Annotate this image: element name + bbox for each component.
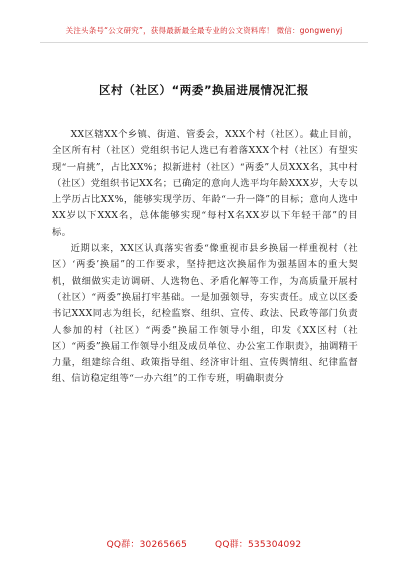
header-notice: 关注头条号“公文研究”，获得最新最全最专业的公文资料库！ 微信：gongwenyj: [65, 26, 343, 35]
body-paragraph-2: 近期以来，XX区认真落实省委“像重视市县乡换届一样重视村（社区）‘两委’换届”的工作要求，坚持把这次换届作为强基固本的重大契机，做细做实走访调研、人选物色、矛盾化解等工作，为高质量开展村（社区）“两委”换届打牢基础。一是加强领导，夯实责任。成立以区委书记XXX同志为组长，纪检监察、组织、宣传、政法、民政等部门负责人参加的村（社区）“两委”换届工作领导小组，印发《XX区村（社区）“两委”换届工作领导小组及成员单位、办公室工作职责》，抽调精干力量，组建综合组、政策指导组、经济审计组、宣传舆情组、纪律监督组、信访稳定组等“一办六组”的工作专班，明确职责分: [52, 243, 358, 385]
header-divider: [40, 42, 368, 43]
document-body: [52, 127, 358, 388]
footer-qq-group-1: QQ群：30265665: [106, 540, 188, 550]
footer-contact: [0, 537, 408, 550]
footer-qq-group-2: QQ群：535304092: [215, 540, 302, 550]
body-paragraph-1: XX区辖XX个乡镇、街道、管委会，XXX个村（社区）。截止目前，全区所有村（社区）党组织书记人选已有着落XXX个村（社区）有望实现“一肩挑”，占比XX%；拟新进村（社区）“两委”人员XXX名，其中村（社区）党组织书记XX名；已确定的意向人选平均年龄XXX岁，大专以上学历占比XX%，能够实现学历、年龄“一升一降”的目标；意向人选中XX岁以下XXX名，总体能够实现“每村X名XX岁以下年轻干部”的目标。: [52, 129, 358, 238]
document-title: 区村（社区）“两委”换届进展情况汇报: [99, 83, 309, 97]
